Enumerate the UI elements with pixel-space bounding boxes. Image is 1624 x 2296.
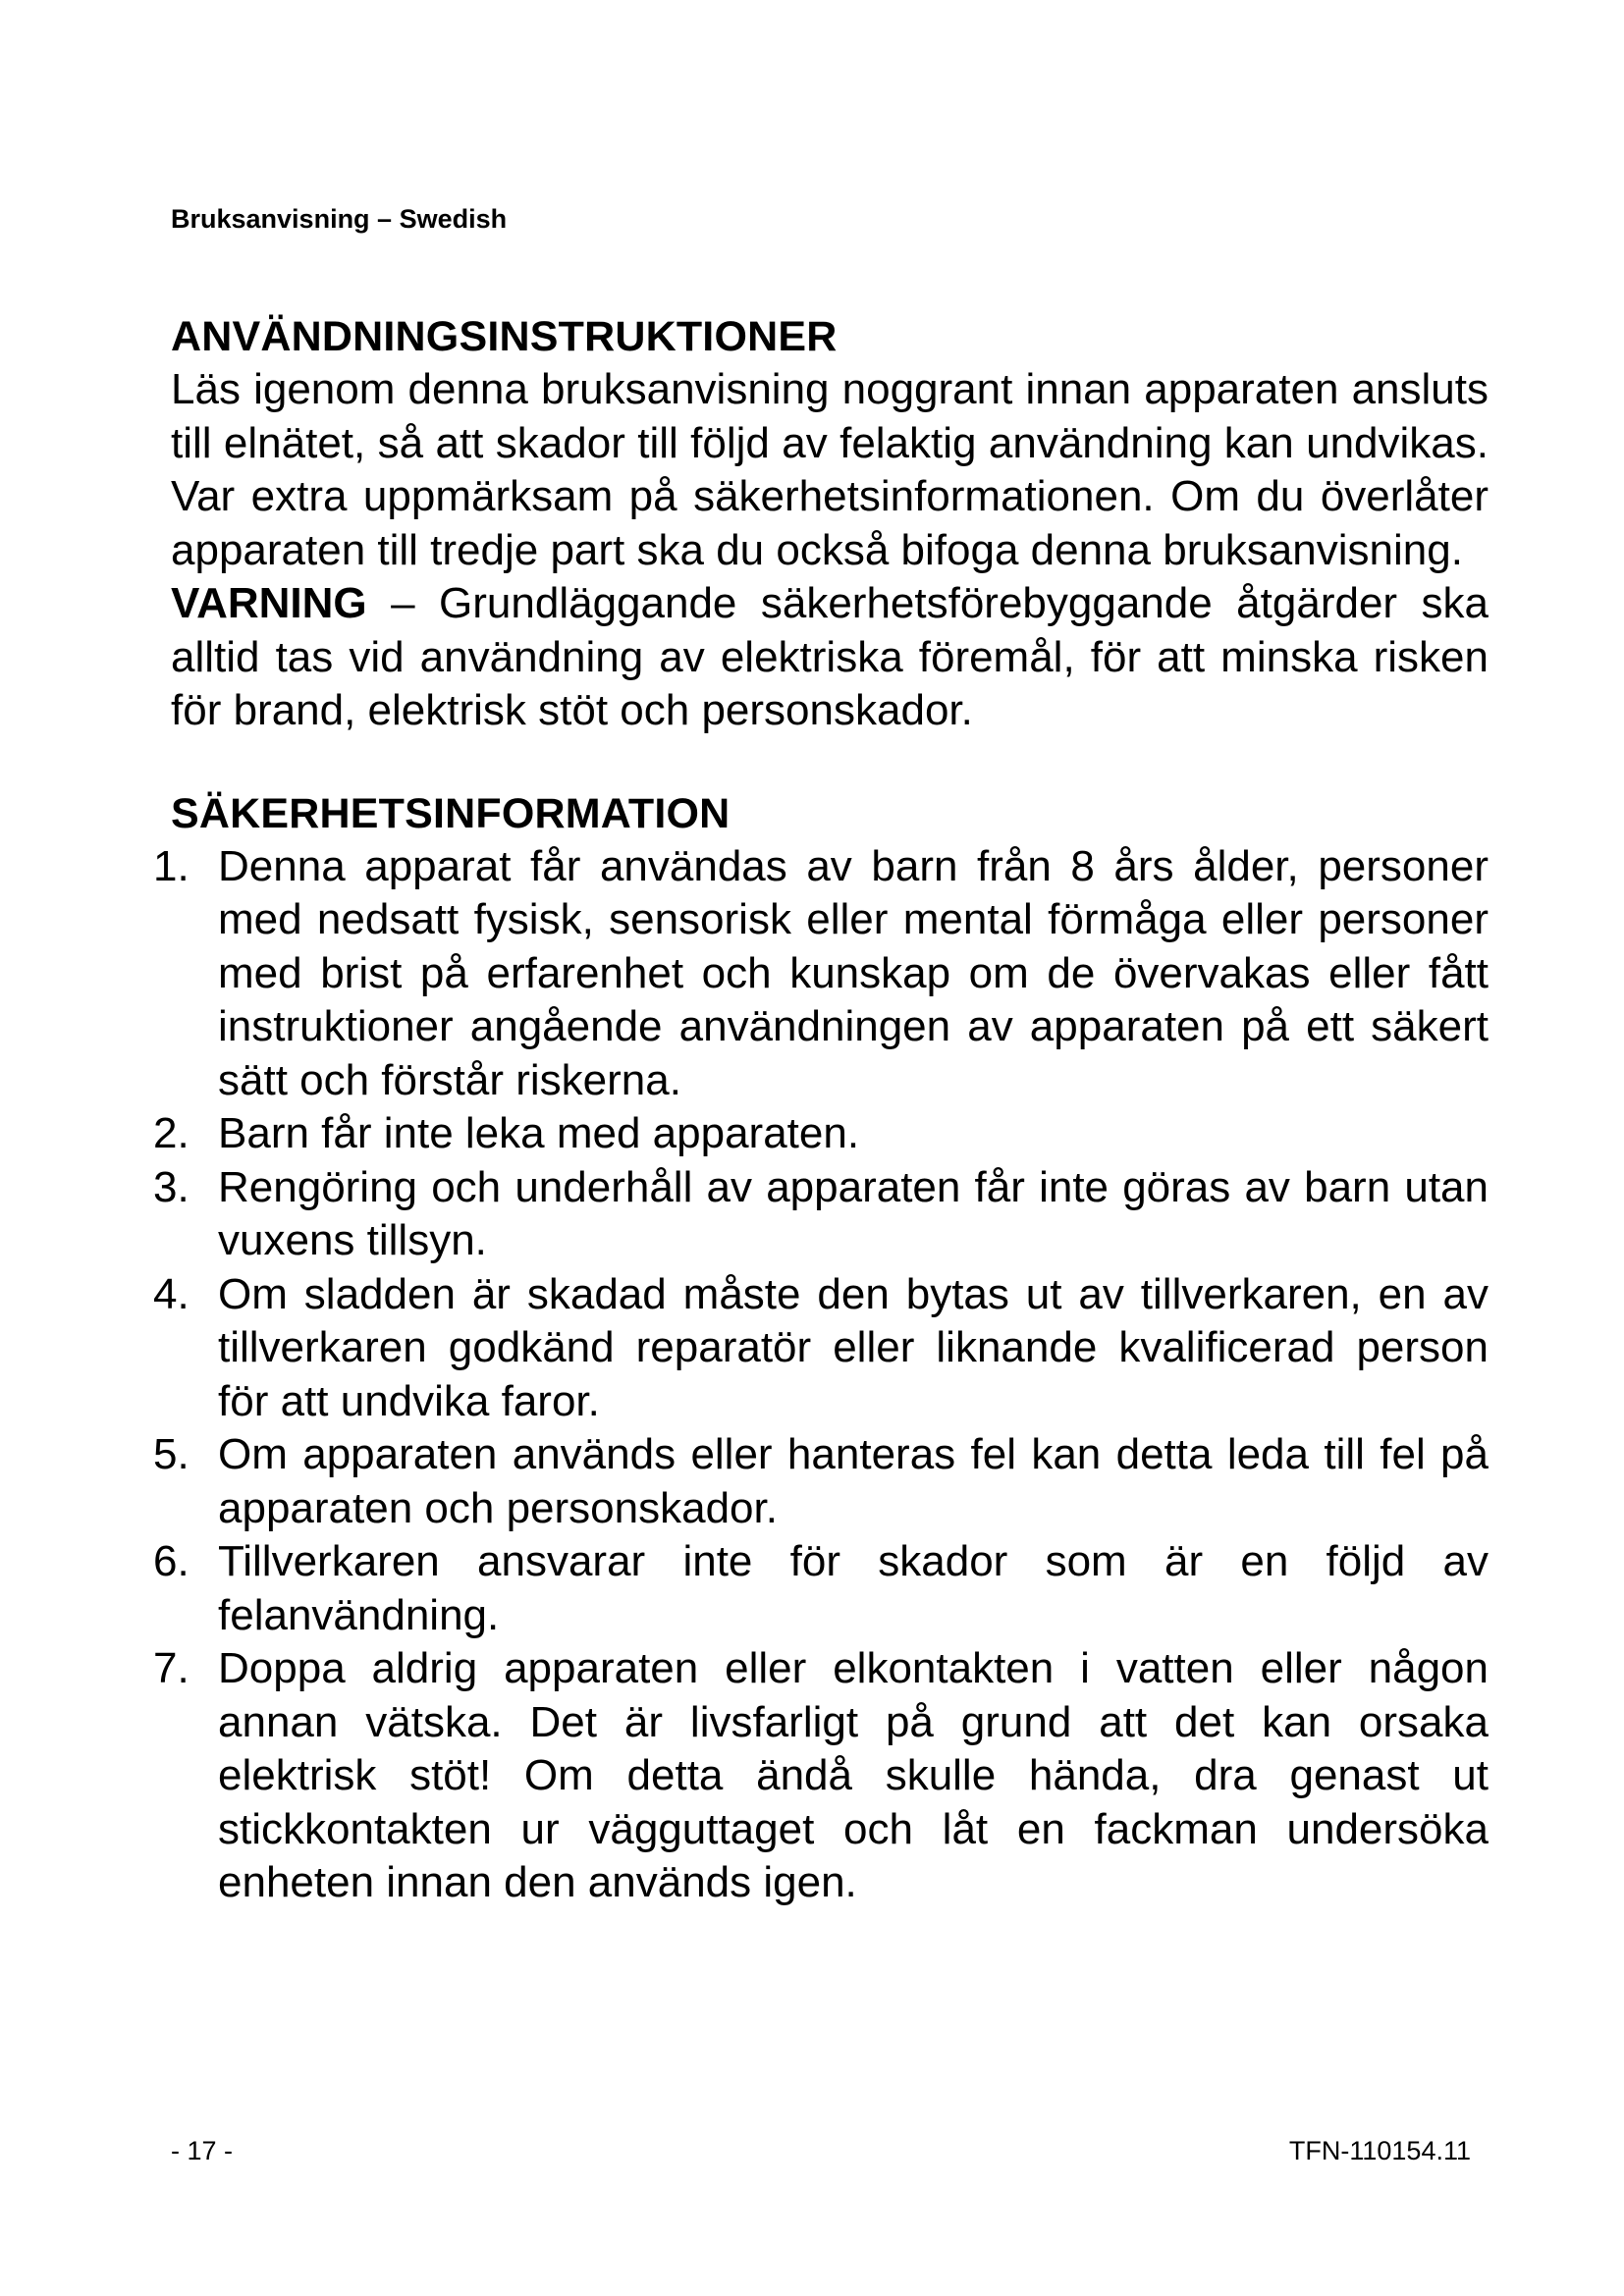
- list-item-number: 6.: [153, 1537, 189, 1585]
- safety-list-item: [153, 1642, 1489, 1910]
- usage-instructions-heading: ANVÄNDNINGSINSTRUKTIONER: [171, 313, 838, 360]
- list-item-number: 5.: [153, 1430, 189, 1478]
- list-item-number: 4.: [153, 1269, 189, 1318]
- safety-list-item: [153, 1268, 1489, 1429]
- list-item-number: 1.: [153, 841, 189, 890]
- list-item-number: 7.: [153, 1644, 189, 1692]
- safety-list: [153, 840, 1489, 1910]
- safety-information-heading: SÄKERHETSINFORMATION: [171, 789, 731, 837]
- safety-list-item: [153, 1535, 1489, 1642]
- usage-intro-paragraph: Läs igenom denna bruksanvisning noggrant innan apparaten ansluts till elnätet, så att skador till följd av felaktig användning kan undvikas. Var extra uppmärksam på säkerhetsinformationen. Om du överlåter apparaten till tredje part ska du också bifoga denna bruksanvisning.: [171, 365, 1489, 574]
- safety-list-item: [153, 1107, 1489, 1161]
- document-code: TFN-110154.11: [1288, 2136, 1471, 2165]
- list-item-text: Rengöring och underhåll av apparaten får inte göras av barn utan vuxens tillsyn.: [218, 1162, 1489, 1264]
- safety-list-item: [153, 1161, 1489, 1268]
- safety-list-item: [153, 1428, 1489, 1535]
- warning-label: VARNING: [171, 579, 367, 627]
- safety-list-item: [153, 840, 1489, 1108]
- list-item-text: Barn får inte leka med apparaten.: [218, 1109, 860, 1157]
- list-item-text: Tillverkaren ansvarar inte för skador som är en följd av felanvändning.: [218, 1537, 1489, 1639]
- list-item-text: Om sladden är skadad måste den bytas ut av tillverkaren, en av tillverkaren godkänd reparatör eller liknande kvalificerad person för att undvika faror.: [218, 1269, 1489, 1425]
- page-number: - 17 -: [171, 2136, 234, 2165]
- section-spacer: [171, 738, 1489, 787]
- list-item-number: 2.: [153, 1109, 189, 1157]
- warning-paragraph: [171, 577, 1489, 738]
- list-item-number: 3.: [153, 1162, 189, 1211]
- document-header: Bruksanvisning – Swedish: [171, 204, 508, 234]
- list-item-text: Doppa aldrig apparaten eller elkontakten i vatten eller någon annan vätska. Det är livsfarligt på grund att det kan orsaka elektrisk stöt! Om detta ändå skulle hända, dra genast ut stickkontakten ur vägguttaget och låt en fackman undersöka enheten innan den används igen.: [218, 1644, 1489, 1906]
- warning-text: – Grundläggande säkerhetsförebyggande åtgärder ska alltid tas vid användning av elektriska föremål, för att minska risken för brand, elektrisk stöt och personskador.: [171, 579, 1489, 734]
- page-content: [153, 310, 1489, 1910]
- list-item-text: Denna apparat får användas av barn från 8 års ålder, personer med nedsatt fysisk, sensorisk eller mental förmåga eller personer med brist på erfarenhet och kunskap om de övervakas eller fått instruktioner angående användningen av apparaten på ett säkert sätt och förstår riskerna.: [218, 841, 1489, 1104]
- list-item-text: Om apparaten används eller hanteras fel kan detta leda till fel på apparaten och personskador.: [218, 1430, 1489, 1532]
